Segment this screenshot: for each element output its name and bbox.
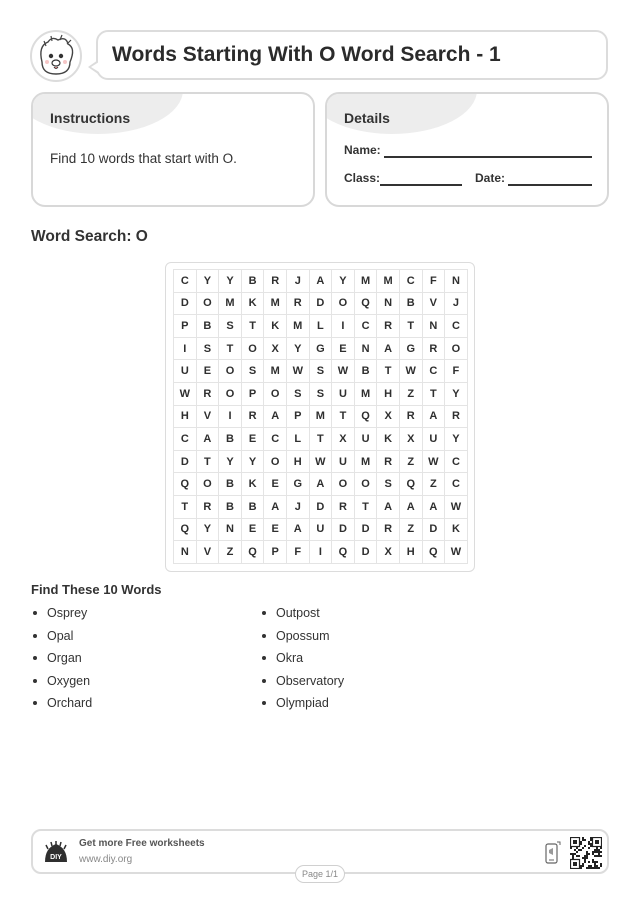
grid-cell[interactable]: O [219,360,242,383]
grid-cell[interactable]: R [332,495,355,518]
grid-row [174,495,468,518]
grid-cell[interactable]: G [399,337,422,360]
grid-cell[interactable]: E [196,360,219,383]
grid-cell[interactable]: U [174,360,197,383]
grid-cell[interactable]: Y [332,270,355,293]
bullet-icon [262,701,266,705]
word-text: Outpost [276,606,320,620]
grid-cell[interactable]: P [286,405,309,428]
grid-row [174,428,468,451]
grid-cell[interactable]: H [286,450,309,473]
grid-cell[interactable]: O [445,337,468,360]
instructions-text: Find 10 words that start with O. [50,151,237,166]
grid-row [174,473,468,496]
grid-cell[interactable]: K [377,428,400,451]
word-list-item [31,694,92,717]
word-list-item [31,649,92,672]
grid-cell[interactable]: N [422,315,445,338]
page-title: Words Starting With O Word Search - 1 [112,43,501,66]
grid-cell[interactable]: M [354,450,377,473]
grid-cell[interactable]: M [286,315,309,338]
grid-cell[interactable]: U [332,450,355,473]
bullet-icon [33,656,37,660]
title-box [96,30,608,80]
grid-cell[interactable]: Z [399,450,422,473]
grid-cell[interactable]: J [286,270,309,293]
grid-cell[interactable]: T [332,405,355,428]
grid-cell[interactable]: O [196,292,219,315]
grid-cell[interactable]: X [377,405,400,428]
word-list-item [31,627,92,650]
grid-cell[interactable]: N [174,541,197,564]
grid-cell[interactable]: S [219,315,242,338]
grid-cell[interactable]: M [264,360,287,383]
grid-cell[interactable]: W [422,450,445,473]
grid-cell[interactable]: Y [196,518,219,541]
grid-cell[interactable]: O [332,292,355,315]
grid-row [174,450,468,473]
grid-cell[interactable]: J [445,292,468,315]
grid-cell[interactable]: B [219,428,242,451]
grid-cell[interactable]: Q [332,541,355,564]
grid-cell[interactable]: V [422,292,445,315]
grid-cell[interactable]: Y [286,337,309,360]
class-label: Class: [344,171,381,185]
grid-row [174,405,468,428]
word-text: Observatory [276,673,345,688]
diy-logo-icon[interactable] [43,840,69,866]
grid-cell[interactable]: B [219,473,242,496]
grid-cell[interactable]: O [332,473,355,496]
word-text: Oxygen [47,673,91,688]
letter-grid [173,269,468,564]
grid-cell[interactable]: J [286,495,309,518]
grid-cell[interactable]: Z [399,382,422,405]
grid-row [174,382,468,405]
grid-cell[interactable]: O [196,473,219,496]
word-list-item [260,627,344,650]
word-list-item [260,672,344,695]
grid-cell[interactable]: T [309,428,332,451]
mascot-icon [30,30,82,82]
grid-cell[interactable]: M [219,292,242,315]
grid-cell[interactable]: O [219,382,242,405]
word-list-item [31,604,92,627]
grid-cell[interactable]: O [264,450,287,473]
grid-cell[interactable]: I [174,337,197,360]
word-list-heading: Find These 10 Words [31,582,162,597]
bullet-icon [33,701,37,705]
grid-cell[interactable]: D [354,518,377,541]
grid-cell[interactable]: W [309,450,332,473]
word-list-item [260,694,344,717]
grid-cell[interactable]: W [399,360,422,383]
grid-cell[interactable]: P [241,382,264,405]
grid-cell[interactable]: U [332,382,355,405]
grid-cell[interactable]: R [377,518,400,541]
grid-cell[interactable]: H [377,382,400,405]
grid-cell[interactable]: B [219,495,242,518]
grid-row [174,518,468,541]
grid-cell[interactable]: R [377,315,400,338]
grid-cell[interactable]: C [264,428,287,451]
grid-cell[interactable]: X [332,428,355,451]
bullet-icon [262,634,266,638]
grid-row [174,292,468,315]
grid-cell[interactable]: R [286,292,309,315]
instructions-heading: Instructions [50,110,131,126]
grid-cell[interactable]: A [309,473,332,496]
grid-cell[interactable]: L [286,428,309,451]
grid-cell[interactable]: A [264,405,287,428]
grid-cell[interactable]: I [219,405,242,428]
class-field[interactable] [380,184,462,186]
grid-cell[interactable]: C [445,473,468,496]
grid-cell[interactable]: I [332,315,355,338]
grid-cell[interactable]: O [264,382,287,405]
grid-cell[interactable]: E [264,473,287,496]
footer-promo-text: Get more Free worksheets [79,838,205,849]
grid-cell[interactable]: V [196,541,219,564]
footer-url[interactable]: www.diy.org [79,854,133,865]
word-search-heading: Word Search: O [31,228,148,245]
word-list-column-2 [260,604,344,717]
grid-cell[interactable]: U [354,428,377,451]
grid-cell[interactable]: N [219,518,242,541]
grid-cell[interactable]: C [399,270,422,293]
grid-cell[interactable]: Q [399,473,422,496]
word-text: Orchard [47,696,93,710]
grid-cell[interactable]: P [174,315,197,338]
grid-cell[interactable]: Q [174,518,197,541]
grid-cell[interactable]: T [196,450,219,473]
details-heading: Details [344,110,390,126]
grid-cell[interactable]: C [445,315,468,338]
grid-cell[interactable]: Z [219,541,242,564]
grid-cell[interactable]: N [354,337,377,360]
grid-cell[interactable]: O [354,473,377,496]
grid-cell[interactable]: E [332,337,355,360]
grid-cell[interactable]: T [354,495,377,518]
word-text: Opossum [276,628,330,643]
grid-cell[interactable]: S [309,382,332,405]
grid-cell[interactable]: B [399,292,422,315]
grid-cell[interactable]: F [422,270,445,293]
grid-cell[interactable]: H [399,541,422,564]
grid-cell[interactable]: E [241,428,264,451]
grid-cell[interactable]: S [196,337,219,360]
phone-app-icon [545,841,561,865]
grid-cell[interactable]: W [445,541,468,564]
grid-cell[interactable]: B [196,315,219,338]
grid-cell[interactable]: A [377,495,400,518]
grid-cell[interactable]: A [422,405,445,428]
grid-cell[interactable]: C [354,315,377,338]
grid-cell[interactable]: R [264,270,287,293]
grid-cell[interactable]: T [399,315,422,338]
page-header [30,30,610,82]
grid-cell[interactable]: T [174,495,197,518]
grid-cell[interactable]: M [264,292,287,315]
grid-cell[interactable]: A [264,495,287,518]
grid-cell[interactable]: C [174,270,197,293]
grid-cell[interactable]: A [377,337,400,360]
grid-cell[interactable]: Y [219,270,242,293]
grid-cell[interactable]: Q [422,541,445,564]
date-field[interactable] [508,184,592,186]
grid-cell[interactable]: D [174,450,197,473]
grid-cell[interactable]: U [309,518,332,541]
grid-cell[interactable]: A [196,428,219,451]
grid-cell[interactable]: Y [445,382,468,405]
grid-cell[interactable]: Y [196,270,219,293]
grid-cell[interactable]: B [354,360,377,383]
grid-cell[interactable]: M [377,270,400,293]
grid-cell[interactable]: Y [445,428,468,451]
grid-cell[interactable]: H [174,405,197,428]
grid-cell[interactable]: D [309,495,332,518]
grid-row [174,541,468,564]
grid-cell[interactable]: Q [241,541,264,564]
word-text: Osprey [47,606,88,620]
page-indicator: Page 1/1 [295,865,345,883]
grid-cell[interactable]: W [445,495,468,518]
grid-row [174,337,468,360]
grid-cell[interactable]: R [445,405,468,428]
grid-cell[interactable]: X [377,541,400,564]
grid-cell[interactable]: G [309,337,332,360]
grid-cell[interactable]: W [332,360,355,383]
grid-cell[interactable]: S [309,360,332,383]
word-list-item [260,649,344,672]
grid-row [174,360,468,383]
grid-cell[interactable]: T [377,360,400,383]
grid-cell[interactable]: R [196,495,219,518]
date-label: Date: [475,171,506,185]
grid-cell[interactable]: D [309,292,332,315]
grid-cell[interactable]: T [422,382,445,405]
grid-cell[interactable]: I [309,541,332,564]
grid-cell[interactable]: K [241,292,264,315]
word-search-grid [165,262,475,572]
word-list-item [260,604,344,627]
grid-cell[interactable]: T [219,337,242,360]
word-text: Organ [47,651,82,665]
bullet-icon [33,679,37,683]
grid-cell[interactable]: D [354,541,377,564]
grid-cell[interactable]: N [377,292,400,315]
grid-cell[interactable]: D [422,518,445,541]
grid-cell[interactable]: D [332,518,355,541]
grid-cell[interactable]: X [264,337,287,360]
grid-cell[interactable]: S [377,473,400,496]
grid-cell[interactable]: L [309,315,332,338]
bullet-icon [33,611,37,615]
grid-cell[interactable]: R [241,405,264,428]
details-card [325,92,609,207]
grid-cell[interactable]: W [174,382,197,405]
grid-cell[interactable]: C [445,450,468,473]
grid-cell[interactable]: M [354,382,377,405]
instructions-card [31,92,315,207]
grid-cell[interactable]: K [241,473,264,496]
grid-cell[interactable]: Z [399,518,422,541]
name-label: Name: [344,143,381,157]
grid-cell[interactable]: U [422,428,445,451]
grid-cell[interactable]: F [286,541,309,564]
name-field[interactable] [384,156,592,158]
grid-cell[interactable]: B [241,270,264,293]
grid-cell[interactable]: R [399,405,422,428]
grid-cell[interactable]: R [196,382,219,405]
word-text: Opal [47,628,74,643]
grid-cell[interactable]: P [264,541,287,564]
bullet-icon [262,679,266,683]
word-text: Okra [276,651,304,665]
bullet-icon [33,634,37,638]
grid-cell[interactable]: B [241,495,264,518]
grid-cell[interactable]: Y [219,450,242,473]
grid-cell[interactable]: O [241,337,264,360]
grid-cell[interactable]: K [445,518,468,541]
qr-code-icon [570,837,602,869]
grid-cell[interactable]: R [377,450,400,473]
grid-cell[interactable]: M [309,405,332,428]
bullet-icon [262,656,266,660]
grid-cell[interactable]: Q [174,473,197,496]
grid-cell[interactable]: S [241,360,264,383]
grid-cell[interactable]: K [264,315,287,338]
grid-cell[interactable]: X [399,428,422,451]
word-list-item [31,672,92,695]
svg-text:DIY: DIY [50,854,62,861]
grid-cell[interactable]: D [174,292,197,315]
grid-cell[interactable]: A [399,495,422,518]
grid-cell[interactable]: G [286,473,309,496]
grid-cell[interactable]: R [422,337,445,360]
grid-cell[interactable]: C [174,428,197,451]
grid-cell[interactable]: T [241,315,264,338]
grid-cell[interactable]: A [422,495,445,518]
bullet-icon [262,611,266,615]
grid-cell[interactable]: C [422,360,445,383]
grid-cell[interactable]: V [196,405,219,428]
grid-row [174,315,468,338]
grid-cell[interactable]: Q [354,292,377,315]
grid-cell[interactable]: A [286,518,309,541]
grid-cell[interactable]: M [354,270,377,293]
grid-cell[interactable]: Y [241,450,264,473]
grid-cell[interactable]: Q [354,405,377,428]
grid-cell[interactable]: F [445,360,468,383]
grid-cell[interactable]: Z [422,473,445,496]
grid-cell[interactable]: S [286,382,309,405]
grid-row [174,270,468,293]
word-list-column-1 [31,604,92,717]
grid-cell[interactable]: E [264,518,287,541]
grid-cell[interactable]: A [309,270,332,293]
grid-cell[interactable]: W [286,360,309,383]
grid-cell[interactable]: E [241,518,264,541]
word-text: Olympiad [276,696,329,710]
grid-cell[interactable]: N [445,270,468,293]
